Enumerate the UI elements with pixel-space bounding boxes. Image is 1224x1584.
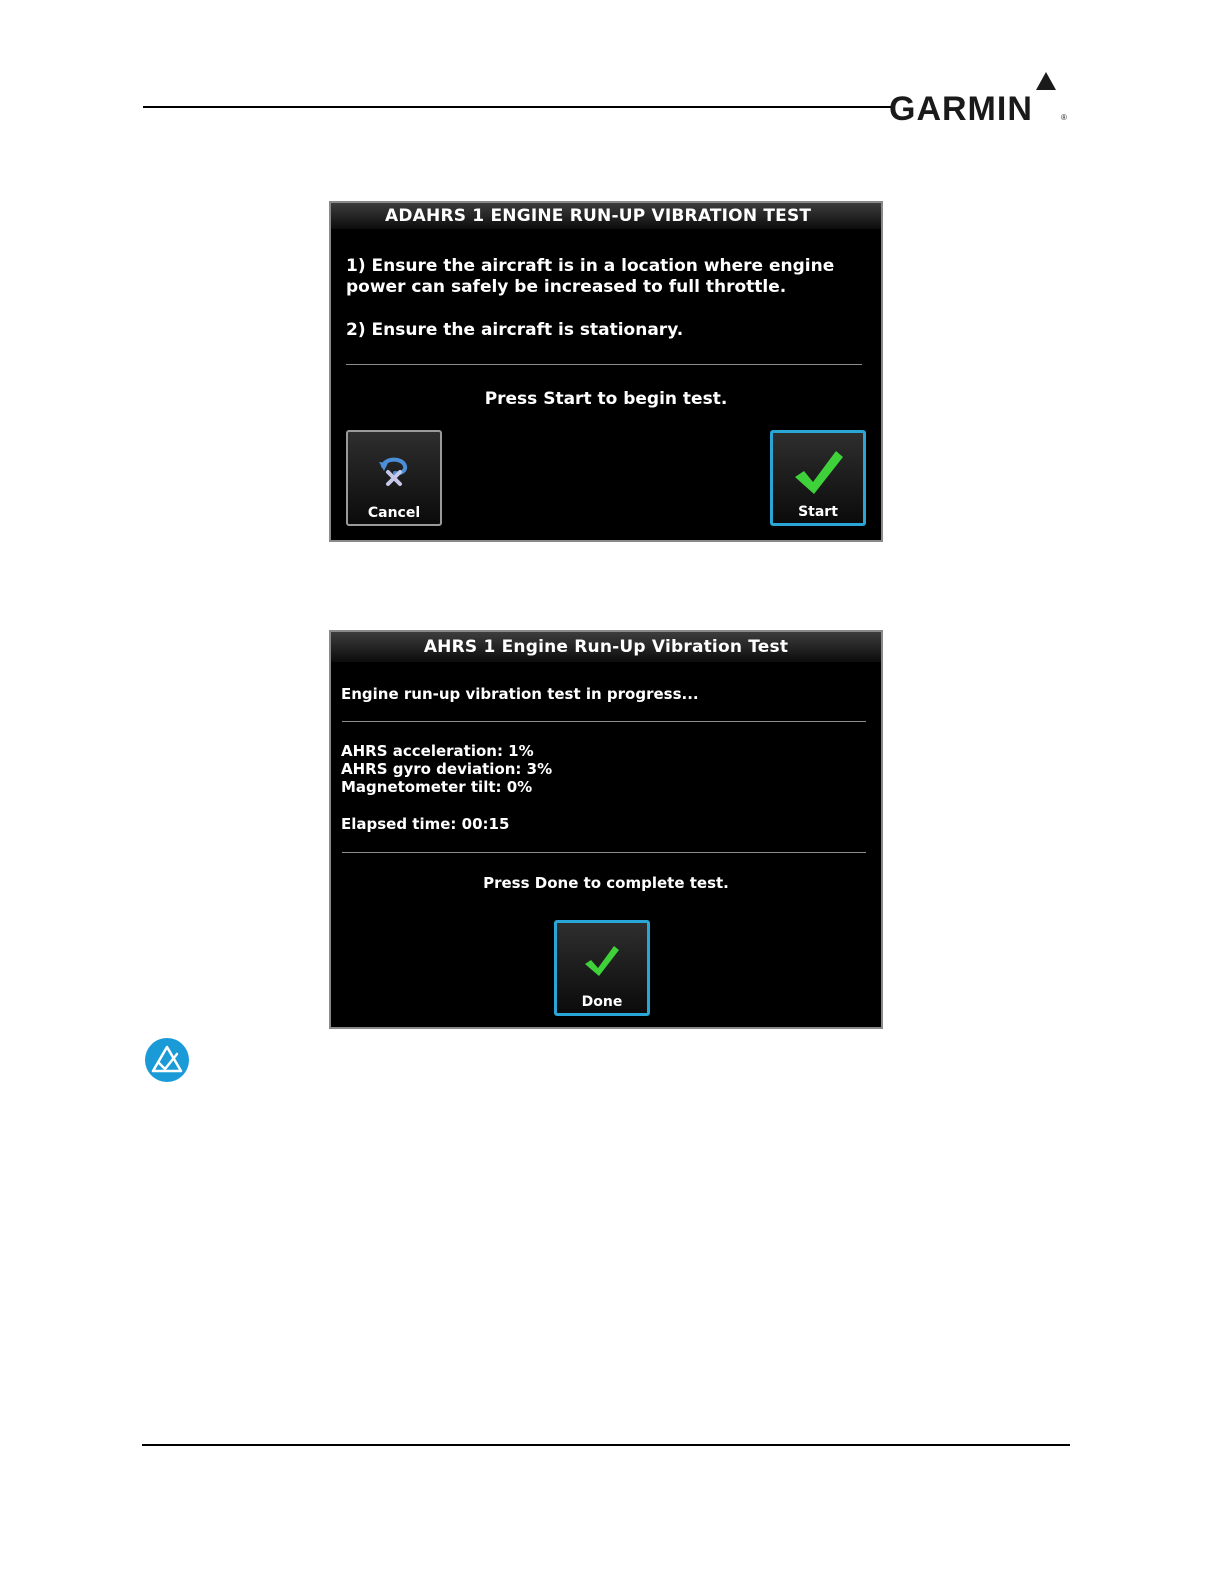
checkmark-icon: [791, 447, 847, 497]
start-label: Start: [798, 504, 838, 520]
magnetometer-tilt: Magnetometer tilt: 0%: [341, 778, 533, 796]
cancel-button[interactable]: [346, 430, 442, 526]
vibration-test-progress-dialog: [329, 630, 883, 1029]
test-status: Engine run-up vibration test in progress...: [341, 685, 699, 703]
vibration-test-start-dialog: [329, 201, 883, 542]
checkmark-icon: [582, 943, 622, 979]
header-rule: [143, 106, 891, 108]
svg-text:®: ®: [1061, 113, 1067, 122]
divider: [342, 721, 866, 722]
dialog-title: AHRS 1 Engine Run-Up Vibration Test: [331, 632, 881, 662]
done-prompt: Press Done to complete test.: [483, 874, 729, 892]
elapsed-time: Elapsed time: 00:15: [341, 815, 510, 833]
footer-rule: [142, 1444, 1070, 1446]
ahrs-acceleration: AHRS acceleration: 1%: [341, 742, 534, 760]
done-label: Done: [581, 994, 623, 1010]
note-icon: [144, 1037, 190, 1083]
step1-line1: 1) Ensure the aircraft is in a location where engine: [346, 256, 835, 276]
start-prompt: Press Start to begin test.: [484, 389, 728, 409]
step2-text: 2) Ensure the aircraft is stationary.: [346, 320, 684, 340]
ahrs-gyro-deviation: AHRS gyro deviation: 3%: [341, 760, 553, 778]
step1-line2: power can safely be increased to full throttle.: [346, 277, 787, 297]
garmin-logo: [889, 70, 1071, 126]
divider: [346, 364, 862, 365]
cancel-label: Cancel: [367, 505, 421, 521]
start-button[interactable]: [770, 430, 866, 526]
dialog-title: ADAHRS 1 ENGINE RUN-UP VIBRATION TEST: [331, 203, 881, 229]
cancel-undo-icon: [376, 452, 412, 488]
done-button[interactable]: [554, 920, 650, 1016]
divider: [342, 852, 866, 853]
svg-text:GARMIN: GARMIN: [889, 90, 1033, 126]
